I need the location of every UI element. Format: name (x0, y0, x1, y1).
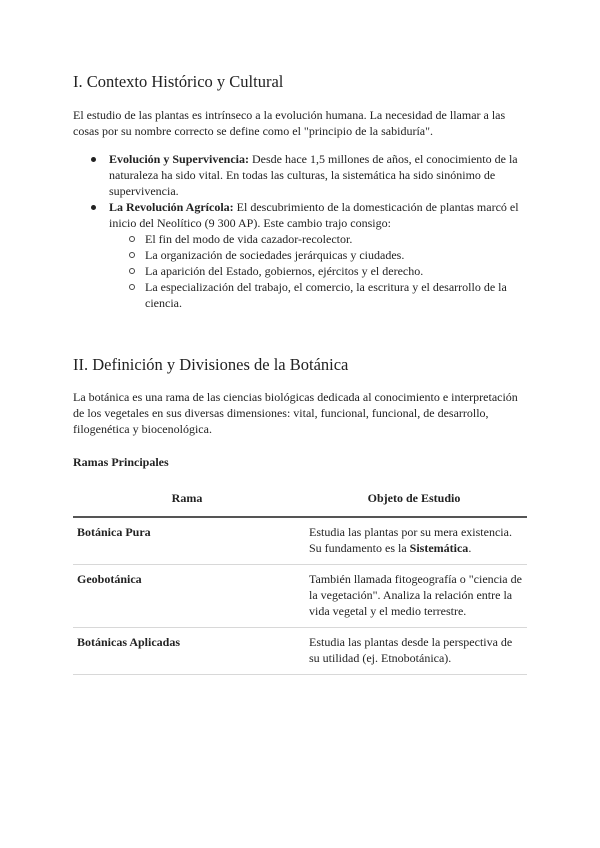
bullet-label: La Revolución Agrícola: (109, 200, 234, 214)
objeto-bold-text: Sistemática (409, 541, 469, 555)
section-1-heading: I. Contexto Histórico y Cultural (73, 72, 284, 91)
table-row (73, 628, 527, 675)
sub-bullet-item: La especialización del trabajo, el comercio, la escritura y el desarrollo de la ciencia. (109, 279, 528, 311)
table-row (73, 517, 527, 565)
bullet-text: Desde hace 1,5 millones de años, el conocimiento de la naturaleza ha sido vital. En todas las culturas, la sistemática ha sido sinónimo de supervivencia. (109, 152, 518, 198)
table-row (73, 565, 527, 628)
table-header-objeto: Objeto de Estudio (301, 486, 527, 517)
sub-bullet-item: La organización de sociedades jerárquicas y ciudades. (109, 247, 528, 263)
table-cell-rama: Geobotánica (73, 565, 301, 628)
table-cell-objeto (301, 628, 527, 675)
section-2-intro: La botánica es una rama de las ciencias biológicas dedicada al conocimiento e interpretación de los vegetales en sus diversas dimensiones: vital, funcional, funcional, de desarrollo, filogenética y biocenológica. (73, 390, 518, 436)
objeto-text: También llamada fitogeografía o "ciencia de la vegetación". Analiza la relación entre la vida vegetal y el medio terrestre. (309, 572, 522, 618)
bullet-revolucion (73, 199, 528, 311)
objeto-text-end: . (468, 541, 472, 555)
table-header-row (73, 486, 527, 517)
objeto-text: Estudia las plantas desde la perspectiva de su utilidad (ej. Etnobotánica). (309, 635, 513, 665)
bullet-label: Evolución y Supervivencia: (109, 152, 250, 166)
sub-bullet-list (109, 231, 528, 311)
table-cell-rama: Botánicas Aplicadas (73, 628, 301, 675)
sub-bullet-item: La aparición del Estado, gobiernos, ejércitos y el derecho. (109, 263, 528, 279)
table-cell-objeto (301, 517, 527, 565)
sub-bullet-item: El fin del modo de vida cazador-recolector. (109, 231, 528, 247)
table-header-rama: Rama (73, 486, 301, 517)
ramas-table (73, 486, 527, 675)
section-1-intro: El estudio de las plantas es intrínseco a la evolución humana. La necesidad de llamar a las cosas por su nombre correcto se define como el "principio de la sabiduría". (73, 108, 506, 138)
table-cell-rama: Botánica Pura (73, 517, 301, 565)
section-1-bullet-list (73, 151, 528, 311)
ramas-subheading: Ramas Principales (73, 455, 169, 469)
table-cell-objeto (301, 565, 527, 628)
bullet-text: El descubrimiento de la domesticación de plantas marcó el inicio del Neolítico (9 300 AP). Este cambio trajo consigo: (109, 200, 519, 230)
section-2-heading: II. Definición y Divisiones de la Botánica (73, 355, 349, 374)
objeto-text: Estudia las plantas por su mera existencia. Su fundamento es la (309, 525, 512, 555)
bullet-evolucion (73, 151, 528, 199)
